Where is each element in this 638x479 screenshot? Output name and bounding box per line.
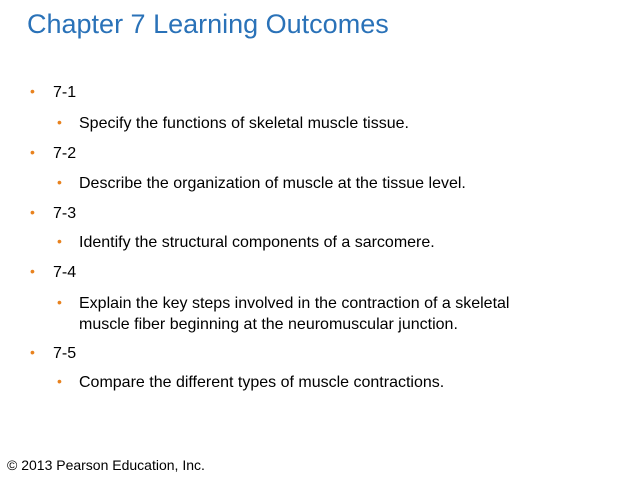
outcome-description-line: Compare the different types of muscle contractions. (79, 374, 445, 391)
slide-title: Chapter 7 Learning Outcomes (27, 9, 389, 39)
outcome-code: 7-3 (53, 205, 77, 222)
bullet-icon: • (57, 174, 62, 190)
bullet-icon: • (57, 373, 62, 389)
outcome-description-line: muscle fiber beginning at the neuromuscular junction. (79, 316, 458, 333)
bullet-icon: • (57, 114, 62, 130)
outcome-description-line: Explain the key steps involved in the contraction of a skeletal (79, 295, 510, 312)
bullet-icon: • (57, 233, 62, 249)
bullet-icon: • (30, 344, 35, 360)
outcome-code: 7-5 (53, 345, 77, 362)
bullet-icon: • (30, 204, 35, 220)
outcome-description-line: Identify the structural components of a sarcomere. (79, 234, 435, 251)
outcome-code: 7-4 (53, 264, 77, 281)
bullet-icon: • (30, 144, 35, 160)
bullet-icon: • (30, 83, 35, 99)
copyright-footer: © 2013 Pearson Education, Inc. (7, 457, 205, 473)
outcome-code: 7-1 (53, 84, 77, 101)
outcome-description-line: Specify the functions of skeletal muscle tissue. (79, 115, 409, 132)
bullet-icon: • (30, 263, 35, 279)
outcome-description-line: Describe the organization of muscle at the tissue level. (79, 175, 466, 192)
bullet-icon: • (57, 294, 62, 310)
outcome-code: 7-2 (53, 145, 77, 162)
